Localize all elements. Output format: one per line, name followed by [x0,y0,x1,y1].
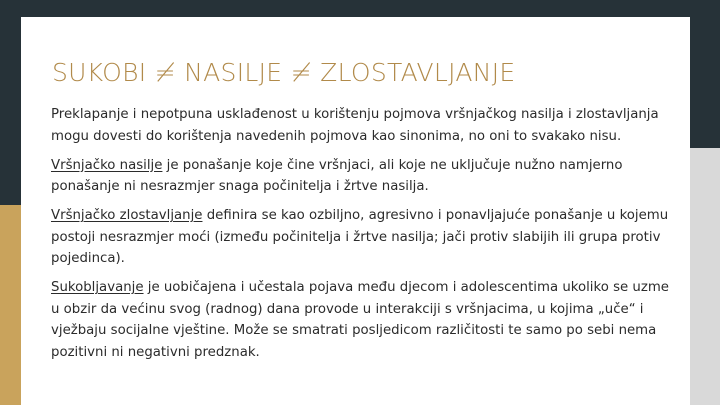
term-conflict: Sukobljavanje [51,280,144,295]
paragraph-peer-violence [51,155,673,198]
paragraph-peer-bullying-text: definira se kao ozbiljno, agresivno i ponavljajuće ponašanje u kojemu postoji nesrazmjer moći (između počinitelja i žrtve nasilja; jači protiv slabijih ili grupa protiv pojedinca). [51,208,669,266]
paragraph-peer-violence-text: je ponašanje koje čine vršnjaci, ali koje ne uključuje nužno namjerno ponašanje ni nesrazmjer snaga počinitelja i žrtve nasilja. [51,157,623,194]
slide-body [51,104,673,371]
paragraph-overview [51,104,673,147]
slide-title: SUKOBI ≠ NASILJE ≠ ZLOSTAVLJANJE [52,58,516,87]
paragraph-overview-text: Preklapanje i nepotpuna usklađenost u korištenju pojmova vršnjačkog nasilja i zlostavljanja mogu dovesti do korištenja navedenih pojmova kao sinonima, no oni to svakako nisu. [51,107,659,144]
paragraph-conflict-text: je uobičajena i učestala pojava među djecom i adolescentima ukoliko se uzme u obzir da većinu svog (radnog) dana provode u interakciji s vršnjacima, u kojima „uče“ i vježbaju socijalne vještine. Može se smatrati posljedicom različitosti te samo po sebi nema pozitivni ni negativni predznak. [51,280,669,360]
paragraph-peer-bullying [51,205,673,270]
background-grey-strip [690,148,720,405]
term-peer-bullying: Vršnjačko zlostavljanje [51,208,203,223]
term-peer-violence: Vršnjačko nasilje [51,157,163,173]
paragraph-conflict [51,277,673,363]
